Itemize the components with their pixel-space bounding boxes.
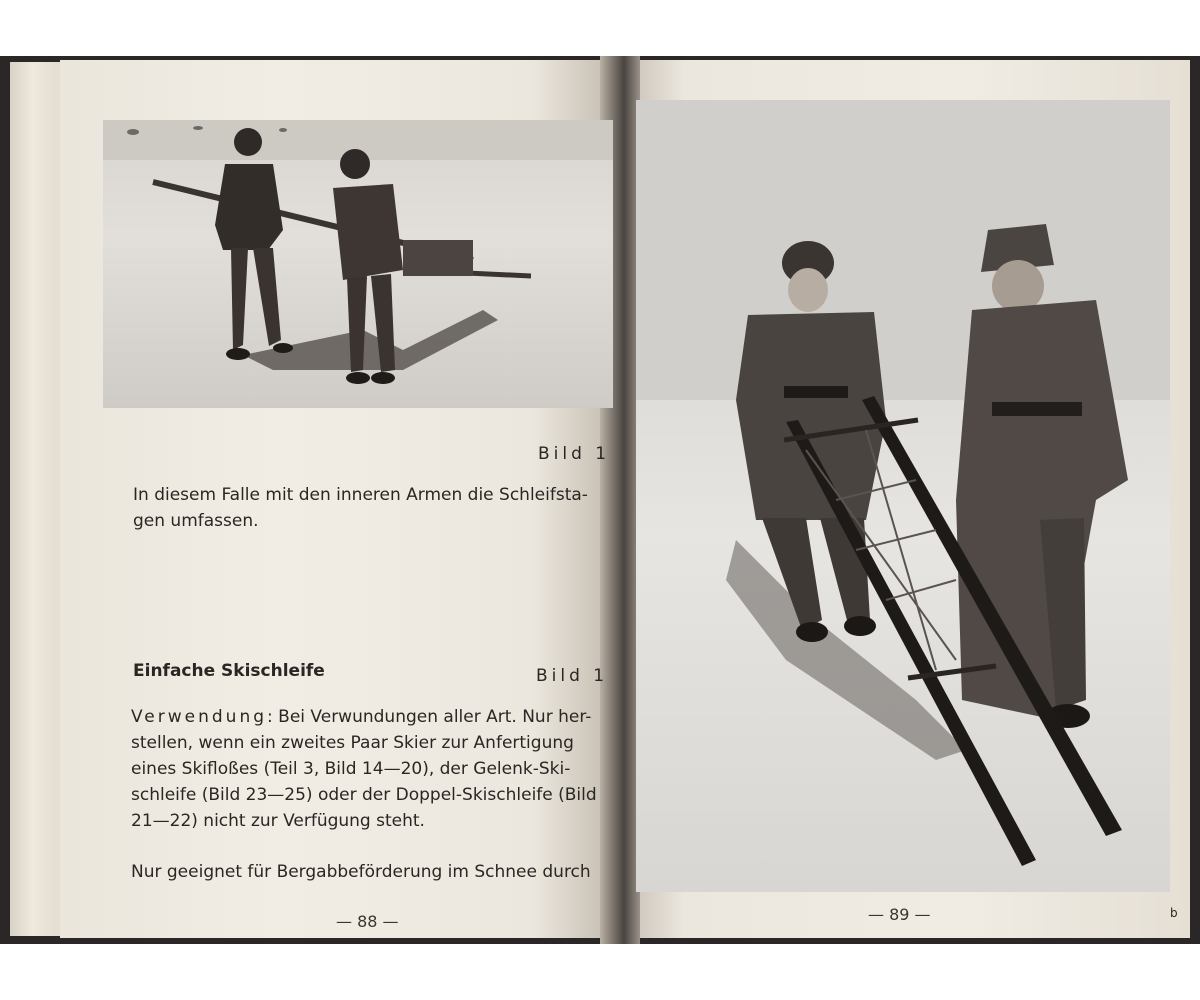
text-line: 21—22) nicht zur Verfügung steht. — [131, 811, 425, 831]
usage-colon: : — [267, 707, 273, 727]
usage-label: Verwendung — [131, 707, 268, 727]
photo-soldiers-carrying-stretcher — [103, 120, 613, 408]
text-line: gen umfassen. — [133, 511, 259, 531]
text-line: eines Skifloßes (Teil 3, Bild 14—20), der Gelenk-Ski- — [131, 759, 571, 779]
figure-caption-1: Bild 1 — [538, 444, 611, 464]
usage-text: Bei Verwundungen aller Art. Nur her- — [278, 707, 592, 727]
section-heading: Einfache Skischleife — [133, 661, 325, 681]
corner-mark: b — [1170, 906, 1178, 920]
text-line: In diesem Falle mit den inneren Armen die Schleifsta- — [133, 485, 588, 505]
page-number-left: — 88 — — [336, 912, 399, 931]
text-line: stellen, wenn ein zweites Paar Skier zur Anfertigung — [131, 733, 574, 753]
figure-caption-2: Bild 1 — [536, 666, 609, 686]
text-line: schleife (Bild 23—25) oder der Doppel-Skischleife (Bild — [131, 785, 597, 805]
paragraph-usage — [131, 704, 615, 844]
photo-soldiers-with-ski-sled — [636, 100, 1170, 892]
paragraph-arms — [133, 482, 615, 538]
page-number-right: — 89 — — [868, 905, 931, 924]
paragraph-downhill: Nur geeignet für Bergabbeförderung im Schnee durch — [131, 862, 591, 882]
text-line — [131, 704, 615, 730]
